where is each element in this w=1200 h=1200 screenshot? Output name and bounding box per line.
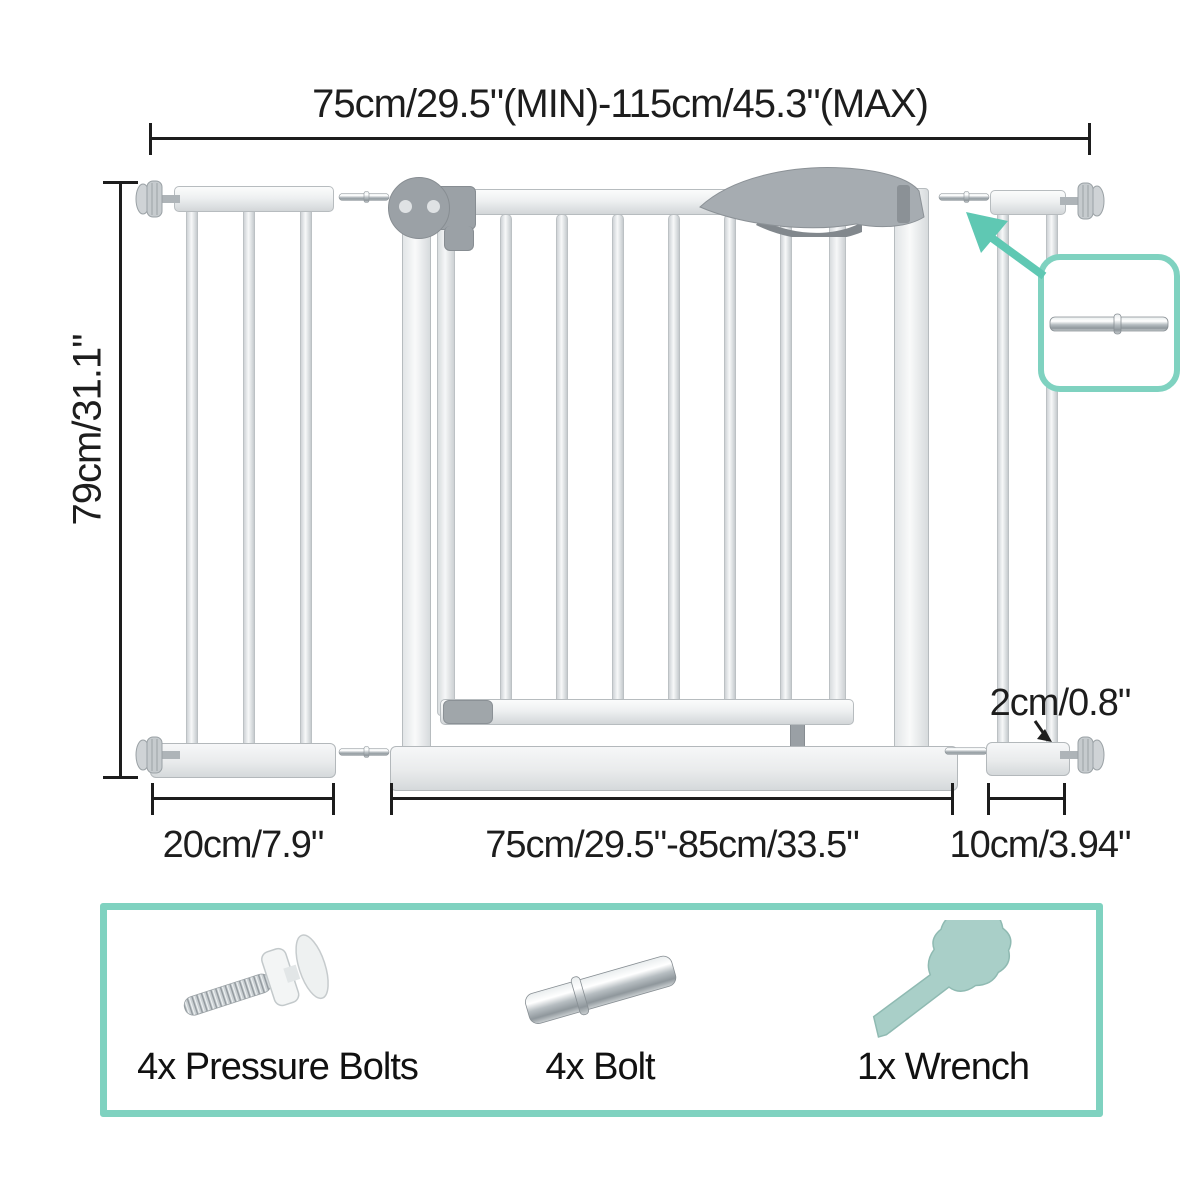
top-dimension-tick-right <box>1088 123 1091 155</box>
gate-bar <box>780 214 792 706</box>
top-dimension-line <box>150 137 1090 140</box>
connector-pin-icon <box>338 745 390 759</box>
left-extension-top-rail <box>174 186 334 212</box>
height-dimension-line <box>119 182 122 778</box>
height-dimension-tick-top <box>103 181 138 184</box>
gate-left-post <box>402 188 431 750</box>
pressure-bolt-icon <box>175 928 350 1040</box>
connector-pin-icon <box>938 190 990 204</box>
connector-pin-icon <box>338 190 390 204</box>
dimension-tick <box>151 783 154 815</box>
pressure-bolts-label: 4x Pressure Bolts <box>137 1046 418 1088</box>
door-stopper <box>443 700 493 724</box>
gate-bar <box>500 214 512 706</box>
gate-bar <box>668 214 680 706</box>
gate-bar <box>997 208 1009 748</box>
dimension-tick <box>332 783 335 815</box>
gate-bottom-rail <box>390 746 958 791</box>
right-extension-dimension-label: 10cm/3.94" <box>949 824 1131 866</box>
top-dimension-tick-left <box>149 123 152 155</box>
height-dimension-label: 79cm/31.1" <box>65 334 110 526</box>
bolt-label: 4x Bolt <box>545 1046 655 1088</box>
gate-handle-icon <box>696 161 928 237</box>
gate-bar <box>300 200 312 750</box>
bolt-gap-label: 2cm/0.8" <box>989 682 1131 724</box>
gate-door-right-stile <box>829 200 846 716</box>
pressure-bolt-icon <box>134 733 180 777</box>
wrench-icon <box>852 920 1032 1046</box>
gate-door-left-stile <box>437 212 455 716</box>
gate-dimension-line <box>391 797 953 800</box>
bolt-gap-arrow-icon <box>1028 720 1064 750</box>
height-dimension-tick-bottom <box>103 776 138 779</box>
gate-bar <box>724 214 736 706</box>
gate-bar <box>186 200 198 750</box>
dimension-tick <box>1063 783 1066 815</box>
dimension-tick <box>951 783 954 815</box>
wrench-label: 1x Wrench <box>857 1046 1029 1088</box>
connector-pin-icon <box>944 744 988 758</box>
gate-bar <box>612 214 624 706</box>
gate-door-bottom-rail <box>440 699 854 725</box>
pressure-bolt-icon <box>1060 733 1106 777</box>
top-width-dimension-label: 75cm/29.5"(MIN)-115cm/45.3"(MAX) <box>312 82 928 126</box>
pressure-bolt-icon <box>134 177 180 221</box>
gate-dimension-label: 75cm/29.5"-85cm/33.5" <box>485 824 859 866</box>
dimension-tick <box>390 783 393 815</box>
bolt-icon <box>515 942 690 1040</box>
left-extension-dimension-line <box>152 797 334 800</box>
gate-bar <box>243 200 255 750</box>
hinge-icon <box>444 226 474 251</box>
gate-bar <box>556 214 568 706</box>
bolt-icon <box>1048 311 1170 337</box>
right-extension-dimension-line <box>988 797 1066 800</box>
pressure-bolt-icon <box>1060 179 1106 223</box>
callout-arrow-icon <box>962 206 1050 280</box>
hinge-icon <box>388 177 450 239</box>
gate-right-post <box>894 188 929 750</box>
left-extension-dimension-label: 20cm/7.9" <box>162 824 324 866</box>
dimension-tick <box>987 783 990 815</box>
